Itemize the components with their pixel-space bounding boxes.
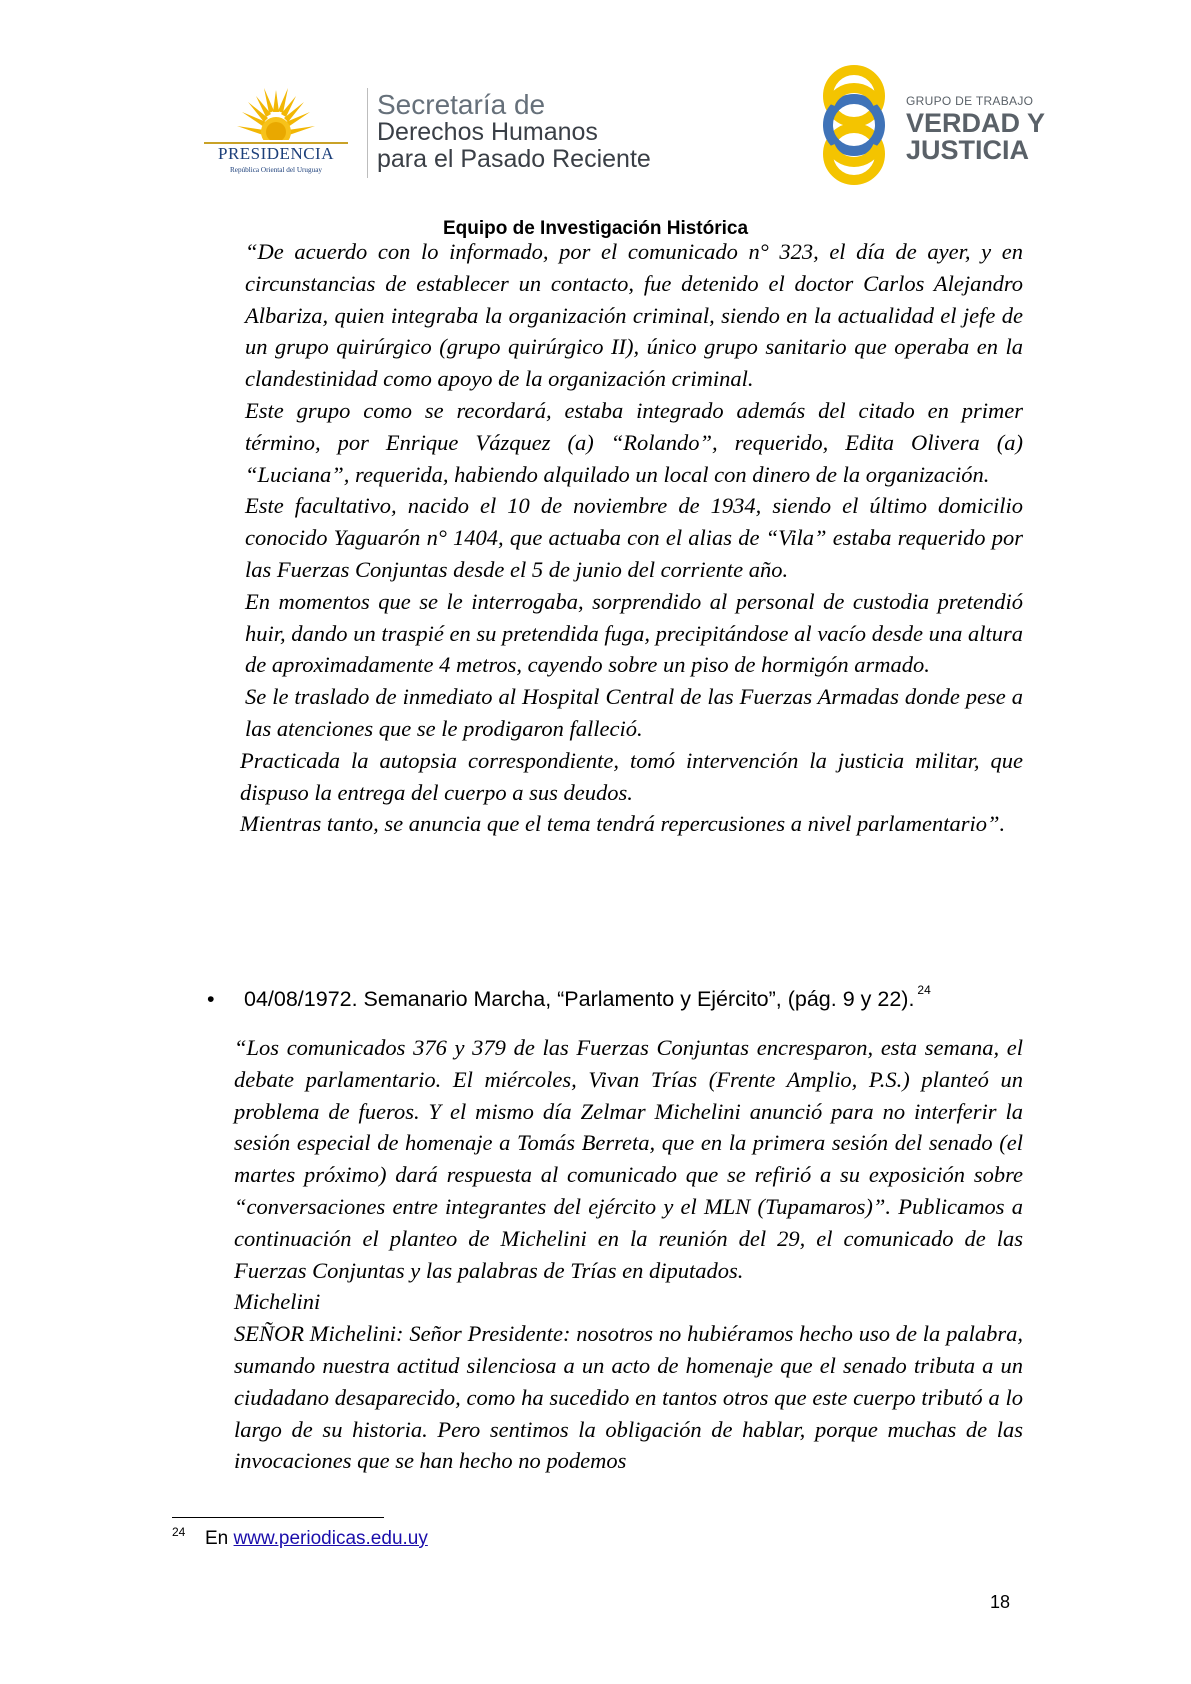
presidencia-name: PRESIDENCIA [217, 144, 334, 163]
grupo-line-3: JUSTICIA [906, 135, 1030, 165]
presidencia-subtitle: República Oriental del Uruguay [229, 166, 322, 174]
quote-paragraph: Este facultativo, nacido el 10 de noviembre de 1934, siendo el último domicilio conocido Yaguarón n° 1404, que actuaba con el alias de “Vila” estaba requerido por las Fuerzas Conjuntas desde el 5 de junio del corriente año. [245, 493, 1023, 582]
team-title: Equipo de Investigación Histórica [442, 218, 749, 239]
quote-paragraph: “De acuerdo con lo informado, por el comunicado n° 323, el día de ayer, y en circunstancias de establecer un contacto, fue detenido el doctor Carlos Alejandro Albariza, quien integraba la organización criminal, siendo en la actualidad el jefe de un grupo quirúrgico (grupo quirúrgico II), único grupo sanitario que operaba en la clandestinidad como apoyo de la organización criminal. [245, 239, 1023, 392]
bullet-text: 04/08/1972. Semanario Marcha, “Parlamento y Ejército”, (pág. 9 y 22). [244, 987, 915, 1012]
quote-block-2 [234, 1032, 1023, 1477]
quote-paragraph: “Los comunicados 376 y 379 de las Fuerzas Conjuntas encresparon, esta semana, el debate parlamentario. El miércoles, Vivan Trías (Frente Amplio, P.S.) planteó un problema de fueros. Y el mismo día Zelmar Michelini anunció para no interferir la sesión especial de homenaje a Tomás Berreta, que en la primera sesión del senado (el martes próximo) dará respuesta al comunicado que se refirió a su exposición sobre “conversaciones entre integrantes del ejército y el MLN (Tupamaros)”. Publicamos a continuación el planteo de Michelini en la reunión del 29, el comunicado de las Fuerzas Conjuntas y las palabras de Trías en diputados. [234, 1035, 1023, 1283]
footnote-link[interactable]: www.periodicas.edu.uy [233, 1528, 428, 1549]
quote-paragraph: Michelini [234, 1289, 321, 1315]
bullet-marker: • [207, 987, 215, 1011]
quote-paragraph: Se le traslado de inmediato al Hospital Central de las Fuerzas Armadas donde pese a las atenciones que se le prodigaron falleció. [245, 684, 1023, 741]
footnote-text [205, 1528, 428, 1550]
sun-icon [234, 82, 318, 144]
secretaria-logo-text [377, 90, 651, 172]
grupo-trabajo-text [906, 94, 1045, 164]
grupo-line-2: VERDAD Y [906, 108, 1046, 138]
header-separator [367, 88, 368, 178]
footnote-reference[interactable]: 24 [917, 983, 931, 997]
presidencia-logo [196, 82, 356, 182]
quote-paragraph: Mientras tanto, se anuncia que el tema tendrá repercusiones a nivel parlamentario”. [240, 811, 1006, 837]
grupo-line-1: GRUPO DE TRABAJO [906, 94, 1034, 108]
bullet-text-wrap [244, 983, 931, 1012]
footnote-prefix: En [205, 1528, 234, 1549]
footnote-separator [172, 1517, 384, 1518]
grupo-trabajo-logo [808, 60, 1048, 190]
quote-paragraph: Este grupo como se recordará, estaba integrado además del citado en primer término, por Enrique Vázquez (a) “Rolando”, requerido, Edita Olivera (a) “Luciana”, requerida, habiendo alquilado un local con dinero de la organización. [245, 397, 1023, 487]
quote-paragraph: SEÑOR Michelini: Señor Presidente: nosotros no hubiéramos hecho uso de la palabra, sumando nuestra actitud silenciosa a un acto de homenaje que el senado tributa a un ciudadano desaparecido, como ha sucedido en tantos otros que este cuerpo tributó a lo largo de su historia. Pero sentimos la obligación de hablar, porque muchas de las invocaciones que se han hecho no podemos [234, 1321, 1023, 1474]
secretaria-line-2: Derechos Humanos [377, 118, 598, 147]
quote-paragraph: En momentos que se le interrogaba, sorprendido al personal de custodia pretendió huir, dando un traspié en su pretendida fuga, precipitándose al vacío desde una altura de aproximadamente 4 metros, cayendo sobre un piso de hormigón armado. [245, 588, 1023, 678]
footnote-number: 24 [172, 1525, 186, 1539]
rings-icon [808, 60, 900, 190]
secretaria-line-3: para el Pasado Reciente [377, 144, 651, 173]
secretaria-line-1: Secretaría de [377, 89, 546, 120]
page-number: 18 [990, 1592, 1011, 1612]
quote-paragraph: Practicada la autopsia correspondiente, tomó intervención la justicia militar, que dispuso la entrega del cuerpo a sus deudos. [240, 747, 1023, 805]
quote-block-1 [240, 236, 1023, 840]
